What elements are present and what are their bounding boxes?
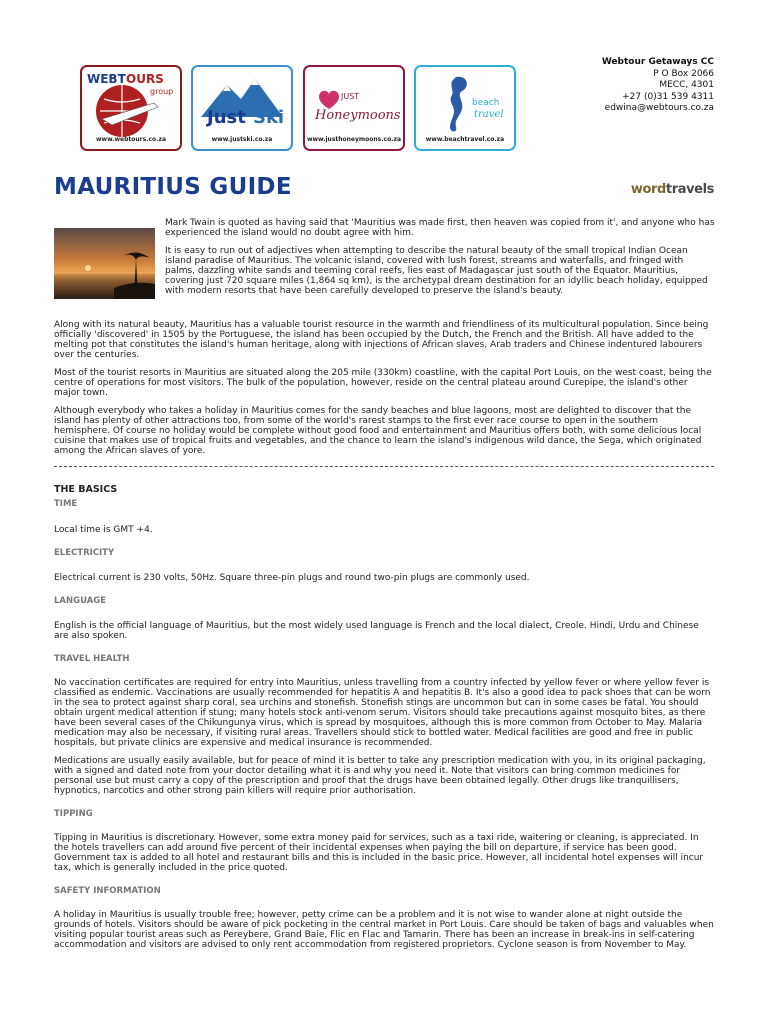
postal-box: P O Box 2066 <box>653 68 714 79</box>
intro-paragraph: Mark Twain is quoted as having said that 'Mauritius was made first, then heaven was copied from it', and anyone who has experienced the island would no doubt agree with him. <box>165 218 715 238</box>
email-link[interactable]: edwina@webtours.co.za <box>604 103 714 113</box>
subheading-tipping: TIPPING <box>54 809 93 819</box>
subheading-time: TIME <box>54 499 78 509</box>
dashed-divider <box>54 466 714 467</box>
svg-text:Ski: Ski <box>253 107 285 128</box>
overview-paragraph: Although everybody who takes a holiday in Mauritius comes for the sandy beaches and blue lagoons, most are delighted to discover that the island has plenty of other attractions too, from some of the world's rarest stamps to the first ever race course to open in the southern hemisphere. Of course no holiday would be complete without good food and entertainment and Mauritius offers both, with some delicious local cuisine that makes use of tropical fruits and vegetables, and the chance to learn the island's indigenous wild dance, the Sega, which originated among the African slaves of yore. <box>54 406 702 456</box>
page-title: MAURITIUS GUIDE <box>54 174 292 200</box>
electricity-text: Electrical current is 230 volts, 50Hz. Square three-pin plugs and round two-pin plugs are commonly used. <box>54 573 530 583</box>
subheading-electricity: ELECTRICITY <box>54 548 115 558</box>
postal-city: MECC, 4301 <box>659 80 714 90</box>
webtours-logo[interactable] <box>80 65 182 151</box>
justski-url: www.justski.co.za <box>211 136 273 143</box>
tipping-text: Tipping in Mauritius is discretionary. However, some extra money paid for services, such as a taxi ride, waitering or cleaning, is appreciated. In the hotels travellers can add around five percent of their incidental expenses when paying the bill on departure, if service has been good. Government tax is added to all hotel and restaurant bills and this is included in the basic price. However, all incidental hotel expenses will incur tax, which is generally included in the price quoted. <box>54 833 704 873</box>
company-name: Webtour Getaways CC <box>601 57 714 67</box>
svg-text:JUST: JUST <box>341 92 360 101</box>
contact-block <box>602 57 714 115</box>
beachtravel-logo[interactable] <box>414 65 516 151</box>
svg-text:travel: travel <box>474 109 504 120</box>
svg-text:beach: beach <box>472 98 500 108</box>
svg-text:Just: Just <box>207 107 246 128</box>
subheading-language: LANGUAGE <box>54 596 107 606</box>
wordtravels-logo <box>631 182 714 197</box>
travel-health-text: Medications are usually easily available, but for peace of mind it is better to take any prescription medication with you, in its original packaging, with a signed and dated note from your doctor detailing what it is and why you need it. Note that visitors can bring common medicines for personal use but must carry a copy of the prescription and proof that the drugs have been obtained legally. Other drugs like tranquillisers, hypnotics, narcotics and other strong pain killers will require prior authorisation. <box>54 756 706 796</box>
overview-text <box>54 320 714 464</box>
subheading-travel-health: TRAVEL HEALTH <box>54 654 130 664</box>
language-text: English is the official language of Mauritius, but the most widely used language is French and the local dialect, Creole. Hindi, Urdu and Chinese are also spoken. <box>54 621 699 641</box>
basics-heading: THE BASICS <box>54 484 118 495</box>
svg-text:group: group <box>150 87 174 96</box>
justhoneymoons-url: www.justhoneymoons.co.za <box>306 136 402 143</box>
intro-paragraph: It is easy to run out of adjectives when attempting to describe the natural beauty of the small tropical Indian Ocean island paradise of Mauritius. The volcanic island, covered with lush forest, streams and waterfalls, and fringed with palms, dazzling white sands and teeming coral reefs, lies east of Madagascar just south of the Equator. Mauritius, covering just 720 square miles (1,864 sq km), is the archetypal dream destination for an idyllic beach holiday, equipped with modern resorts that have been carefully developed to preserve the island's beauty. <box>165 246 708 296</box>
beachtravel-url: www.beachtravel.co.za <box>425 136 505 143</box>
time-text: Local time is GMT +4. <box>54 525 153 535</box>
justski-logo[interactable] <box>191 65 293 151</box>
svg-text:Honeymoons: Honeymoons <box>315 108 401 123</box>
wordtravels-word: word <box>630 182 666 197</box>
safety-text: A holiday in Mauritius is usually trouble free; however, petty crime can be a problem and it is not wise to wander alone at night outside the grounds of hotels. Visitors should be aware of pick pocketing in the central market in Port Louis. Care should be taken of bags and valuables when visiting popular tourist areas such as Pereybere, Grand Baie, Flic en Flac and Tamarin. There has been an increase in break-ins in self-catering accommodation and visitors are advised to only rent accommodation from registered proprietors. Cyclone season is from November to May. <box>54 910 714 950</box>
overview-paragraph: Along with its natural beauty, Mauritius has a valuable tourist resource in the warmth and friendliness of its multicultural population. Since being officially 'discovered' in 1505 by the Portuguese, the island has been occupied by the Dutch, the French and the British. All have added to the melting pot that constitutes the island's human heritage, along with injections of African slaves, Arab traders and Chinese indentured labourers over the centuries. <box>54 320 709 360</box>
basics-section <box>54 484 714 950</box>
overview-paragraph: Most of the tourist resorts in Mauritius are situated along the 205 mile (330km) coastline, with the capital Port Louis, on the west coast, being the centre of operations for most visitors. The bulk of the population, however, reside on the central plateau around Curepipe, the island's other major town. <box>54 368 712 398</box>
sunset-photo <box>54 228 155 299</box>
webtours-url: www.webtours.co.za <box>95 136 166 143</box>
svg-text:WEBT: WEBT <box>87 72 126 86</box>
phone-number: +27 (0)31 539 4311 <box>622 91 714 102</box>
svg-text:OURS: OURS <box>126 72 164 86</box>
intro-text <box>165 218 715 304</box>
travel-health-text: No vaccination certificates are required for entry into Mauritius, unless travelling from a country infected by yellow fever or where yellow fever is classified as endemic. Vaccinations are usually recommended for hepatitis A and hepatitis B. It's also a good idea to pack shoes that can be worn in the sea to protect against sharp coral, sea urchins and stonefish. Stonefish stings are uncommon but can in some cases be fatal. You should obtain urgent medical attention if stung; many hotels stock anti-venom serum. Visitors should take precautions against mosquito bites, as there have been several cases of the Chikungunya virus, which is spread by mosquitoes, although this is more common from October to May. Malaria medication may also be necessary, if visiting rural areas. Travellers should stick to bottled water. Medical facilities are good and free in public hospitals, but private clinics are expensive and medical insurance is recommended. <box>54 678 711 748</box>
justhoneymoons-logo[interactable] <box>303 65 405 151</box>
wordtravels-travels: travels <box>665 182 714 197</box>
subheading-safety: SAFETY INFORMATION <box>54 886 161 896</box>
